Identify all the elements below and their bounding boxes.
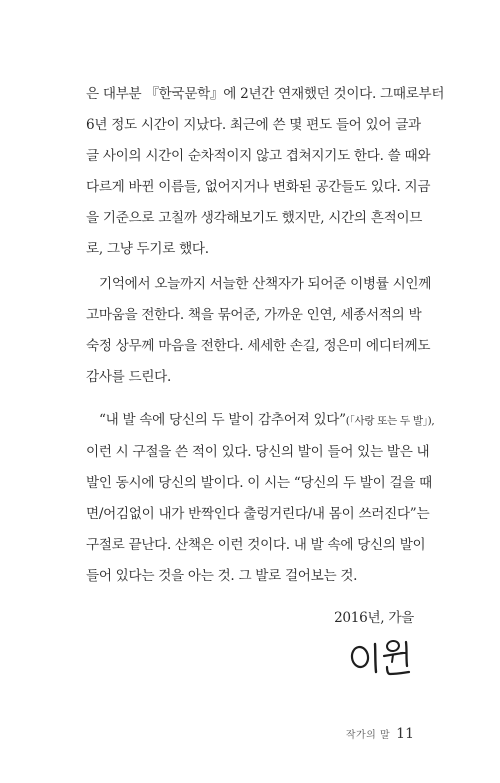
paragraph-line: 은 대부분 『한국문학』에 2년간 연재했던 것이다. 그때로부터 (86, 86, 445, 102)
paragraph-line: 을 기준으로 고칠까 생각해보기도 했지만, 시간의 흔적이므 (86, 210, 423, 226)
paragraph-line: 6년 정도 시간이 지났다. 최근에 쓴 몇 편도 들어 있어 글과 (86, 117, 421, 133)
paragraph-line: 로, 그냥 두기로 했다. (86, 241, 209, 257)
paragraph-line: 구절로 끝난다. 산책은 이런 것이다. 내 발 속에 당신의 발이 (86, 537, 426, 553)
paragraph-line: 면/어김없이 내가 반짝인다 출렁거린다/내 몸이 쓰러진다”는 (86, 506, 430, 522)
paragraph-line: 숙정 상무께 마음을 전한다. 세세한 손길, 정은미 에디터께도 (86, 338, 431, 354)
paragraph-line: 발인 동시에 당신의 발이다. 이 시는 “당신의 두 발이 걸을 때 (86, 475, 433, 491)
paragraph-3 (86, 405, 435, 592)
quoted-verse: “내 발 속에 당신의 두 발이 감추어져 있다” (99, 412, 346, 428)
paragraph-line: 기억에서 오늘까지 서늘한 산책자가 되어준 이병률 시인께 (99, 276, 432, 292)
paragraph-line: 글 사이의 시간이 순차적이지 않고 겹쳐지기도 한다. 쓸 때와 (86, 148, 431, 164)
paragraph-line: 이런 시 구절을 쓴 적이 있다. 당신의 발이 들어 있는 발은 내 (86, 444, 430, 460)
paragraph-line: 다르게 바뀐 이름들, 없어지거나 변화된 공간들도 있다. 지금 (86, 179, 431, 195)
paragraph-line: 들어 있다는 것을 아는 것. 그 발로 걸어보는 것. (86, 568, 358, 584)
paragraph-1 (86, 79, 445, 265)
page-number: 11 (396, 726, 414, 742)
poem-citation: (「사랑 또는 두 발」), (345, 415, 435, 427)
author-signature (346, 634, 416, 678)
signoff-date: 2016년, 가을 (334, 610, 414, 626)
paragraph-line: 고마움을 전한다. 책을 묶어준, 가까운 인연, 세종서적의 박 (86, 307, 422, 323)
page-footer (346, 724, 414, 746)
running-section-title: 작가의 말 (345, 730, 391, 741)
paragraph-line: 감사를 드린다. (86, 369, 172, 385)
paragraph-2 (86, 269, 432, 393)
paragraph-line (86, 405, 435, 437)
